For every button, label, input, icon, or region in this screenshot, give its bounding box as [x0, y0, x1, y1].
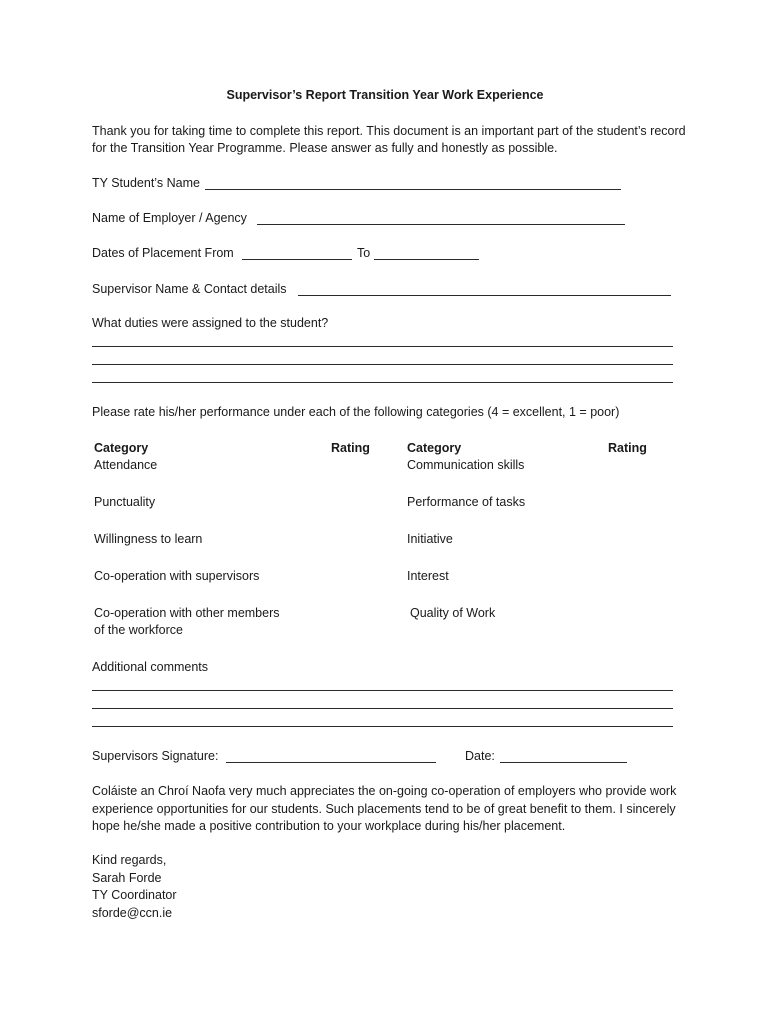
signoff-block: [92, 852, 177, 922]
category-cooperation-members: Co-operation with other members: [94, 606, 280, 620]
dates-from-label: Dates of Placement From: [92, 246, 234, 260]
category-cooperation-supervisors: Co-operation with supervisors: [94, 569, 260, 583]
closing-paragraph: Coláiste an Chroí Naofa very much appreciates the on-going co-operation of employers who provide work experience opportunities for our students. Such placements tend to be of great benefit to them. I sincerely hope he/she made a positive contribution to your workplace during his/her placement.: [92, 784, 677, 833]
supervisor-label: Supervisor Name & Contact details: [92, 282, 287, 296]
employer-label: Name of Employer / Agency: [92, 211, 247, 225]
date-label: Date:: [465, 749, 495, 763]
signature-label: Supervisors Signature:: [92, 749, 219, 763]
signoff-role: TY Coordinator: [92, 888, 177, 902]
category-willingness: Willingness to learn: [94, 532, 203, 546]
duties-line-2[interactable]: [92, 364, 673, 365]
duties-line-1[interactable]: [92, 346, 673, 347]
comments-line-2[interactable]: [92, 708, 673, 709]
right-rating-header: Rating: [608, 441, 647, 455]
student-name-line[interactable]: [205, 189, 621, 190]
supervisor-line[interactable]: [298, 295, 671, 296]
category-attendance: Attendance: [94, 458, 158, 472]
intro-paragraph: Thank you for taking time to complete this report. This document is an important part of the student’s record for the Transition Year Programme. Please answer as fully and honestly as possible.: [92, 124, 686, 155]
dates-to-line[interactable]: [374, 259, 479, 260]
dates-to-label: To: [357, 246, 371, 260]
dates-from-line[interactable]: [242, 259, 352, 260]
additional-comments-label: Additional comments: [92, 660, 209, 674]
student-name-label: TY Student’s Name: [92, 176, 200, 190]
employer-line[interactable]: [257, 224, 625, 225]
comments-line-1[interactable]: [92, 690, 673, 691]
left-category-header: Category: [94, 441, 149, 455]
category-performance: Performance of tasks: [407, 495, 526, 509]
duties-label: What duties were assigned to the student?: [92, 316, 329, 330]
duties-line-3[interactable]: [92, 382, 673, 383]
document-title: Supervisor’s Report Transition Year Work Experience: [226, 88, 544, 102]
signoff-name: Sarah Forde: [92, 870, 162, 885]
left-rating-header: Rating: [331, 441, 370, 455]
date-line[interactable]: [500, 762, 627, 763]
category-cooperation-members-cont: of the workforce: [94, 623, 183, 637]
right-category-header: Category: [407, 441, 462, 455]
signoff-email: sforde@ccn.ie: [92, 905, 173, 920]
comments-line-3[interactable]: [92, 726, 673, 727]
category-punctuality: Punctuality: [94, 495, 156, 509]
category-initiative: Initiative: [407, 532, 453, 546]
category-quality: Quality of Work: [410, 606, 496, 620]
category-interest: Interest: [407, 569, 449, 583]
signoff-regards: Kind regards,: [92, 853, 167, 867]
signature-line[interactable]: [226, 762, 436, 763]
category-communication: Communication skills: [407, 458, 525, 472]
rating-instructions: Please rate his/her performance under each of the following categories (4 = excellent, 1 = poor): [92, 405, 620, 419]
